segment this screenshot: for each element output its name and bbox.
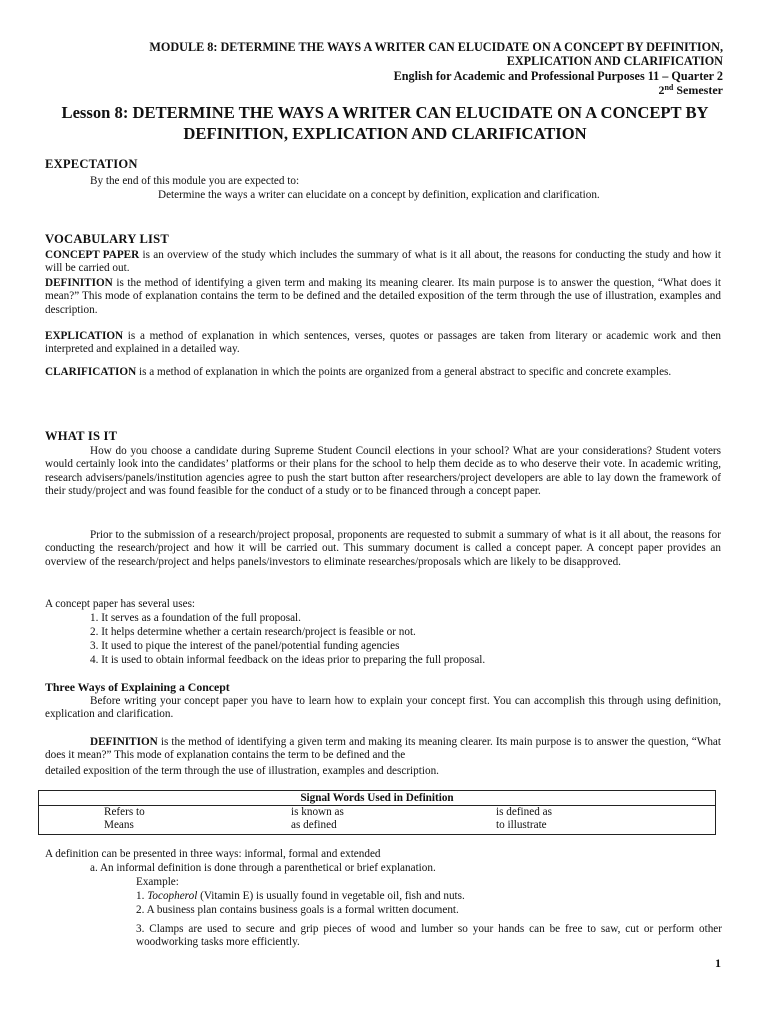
- what-is-it-paragraph-2: Prior to the submission of a research/project proposal, proponents are requested to submit a summary of what is it all about, the reasons for conducting the research/project and how it will be carried out. This summary document is called a concept paper. A concept paper provides an overview of the research/project and helps panels/investors to eliminate researches/proposals which are likely to be disapproved.: [45, 529, 721, 568]
- vocab-definition: is an overview of the study which includes the summary of what is it all about, the reasons for conducting the study and how it will be carried out.: [45, 249, 722, 275]
- uses-list-item: 2. It helps determine whether a certain research/project is feasible or not.: [90, 626, 416, 638]
- vocab-item-concept-paper: [45, 249, 721, 276]
- definition-paragraph: [45, 736, 721, 763]
- signal-word: to illustrate: [496, 819, 547, 831]
- semester-number: 2: [658, 83, 665, 97]
- vocab-definition: is the method of identifying a given term and making its meaning clearer. Its main purpose is to answer the question, “What does it mean?” This mode of explanation contains the term to be defined and the detailed exposition of the term through the use of illustration, examples and description.: [45, 277, 721, 316]
- example-text: (Vitamin E) is usually found in vegetable oil, fish and nuts.: [197, 890, 465, 902]
- lesson-title: Lesson 8: DETERMINE THE WAYS A WRITER CAN ELUCIDATE ON A CONCEPT BY DEFINITION, EXPLICATION AND CLARIFICATION: [61, 103, 709, 143]
- definition-paragraph-end: detailed exposition of the term through the use of illustration, examples and description.: [45, 765, 439, 777]
- example-1: [136, 890, 465, 903]
- signal-word: as defined: [291, 819, 337, 831]
- semester-word: Semester: [673, 83, 723, 97]
- what-is-it-paragraph-1: How do you choose a candidate during Supreme Student Council elections in your school? What are your considerations? Student voters would certainly look into the candidates’ platforms or their plans for the school to help them decide as to who deserve their vote. In academic writing, research advisers/panels/institution agencies agree to push the start button after researchers/project developers are able to lay down the framework of their study/project and was found feasible for the conduct of a study or to be financed through a concept paper.: [45, 445, 721, 498]
- signal-table-title: Signal Words Used in Definition: [39, 791, 716, 806]
- vocab-item-definition: [45, 277, 721, 317]
- vocab-term: CLARIFICATION: [45, 366, 137, 378]
- module-header: MODULE 8: DETERMINE THE WAYS A WRITER CAN ELUCIDATE ON A CONCEPT BY DEFINITION, EXPLICATION AND CLARIFICATION: [149, 40, 723, 68]
- signal-col-1: [39, 806, 280, 835]
- semester-header: [658, 84, 723, 97]
- three-ways-heading: Three Ways of Explaining a Concept: [45, 680, 230, 694]
- signal-word: Refers to: [104, 806, 145, 818]
- definition-text: is the method of identifying a given term and making its meaning clearer. Its main purpose is to answer the question, “What does it mean?” This mode of explanation contains the term to be defined and the: [45, 736, 721, 762]
- vocab-term: DEFINITION: [45, 277, 113, 289]
- uses-list-item: 1. It serves as a foundation of the full proposal.: [90, 612, 301, 624]
- signal-word: is defined as: [496, 806, 552, 818]
- expectation-heading: EXPECTATION: [45, 157, 138, 171]
- example-label: Example:: [136, 876, 179, 888]
- example-2: 2. A business plan contains business goals is a formal written document.: [136, 904, 459, 916]
- semester-suffix: nd: [664, 83, 674, 92]
- signal-words-table: [38, 790, 716, 835]
- vocab-definition: is a method of explanation in which the points are organized from a general abstract to specific and concrete examples.: [136, 366, 672, 378]
- uses-list-item: 4. It is used to obtain informal feedback on the ideas prior to preparing the full proposal.: [90, 654, 486, 666]
- example-number: 1.: [136, 890, 148, 902]
- uses-intro: A concept paper has several uses:: [45, 598, 196, 610]
- vocab-item-clarification: [45, 366, 721, 379]
- signal-word: is known as: [291, 806, 344, 818]
- signal-word: Means: [104, 819, 134, 831]
- course-header: English for Academic and Professional Purposes 11 – Quarter 2: [393, 69, 723, 83]
- vocab-item-explication: [45, 330, 721, 357]
- example-3: 3. Clamps are used to secure and grip pieces of wood and lumber so your hands can be free to saw, cut or perform other woodworking tasks more efficiently.: [136, 923, 722, 949]
- three-ways-paragraph: Before writing your concept paper you have to learn how to explain your concept first. You can accomplish this through using definition, explication and clarification.: [45, 695, 721, 721]
- expectation-goal: Determine the ways a writer can elucidate on a concept by definition, explication and clarification.: [158, 189, 600, 201]
- vocabulary-heading: VOCABULARY LIST: [45, 232, 169, 246]
- example-term: Tocopherol: [147, 890, 198, 902]
- vocab-term: EXPLICATION: [45, 330, 124, 342]
- informal-definition-item: a. An informal definition is done through a parenthetical or brief explanation.: [90, 862, 436, 874]
- vocab-term: CONCEPT PAPER: [45, 249, 140, 261]
- vocab-definition: is a method of explanation in which sentences, verses, quotes or passages are taken from literary or academic work and then interpreted and explained in a detailed way.: [45, 330, 721, 356]
- uses-list-item: 3. It used to pique the interest of the panel/potential funding agencies: [90, 640, 400, 652]
- expectation-intro: By the end of this module you are expected to:: [90, 175, 300, 187]
- signal-col-2: [279, 806, 484, 835]
- signal-col-3: [484, 806, 716, 835]
- page-number: 1: [715, 956, 721, 970]
- what-is-it-heading: WHAT IS IT: [45, 429, 118, 443]
- definition-term: DEFINITION: [90, 736, 158, 748]
- definition-ways-intro: A definition can be presented in three ways: informal, formal and extended: [45, 848, 381, 860]
